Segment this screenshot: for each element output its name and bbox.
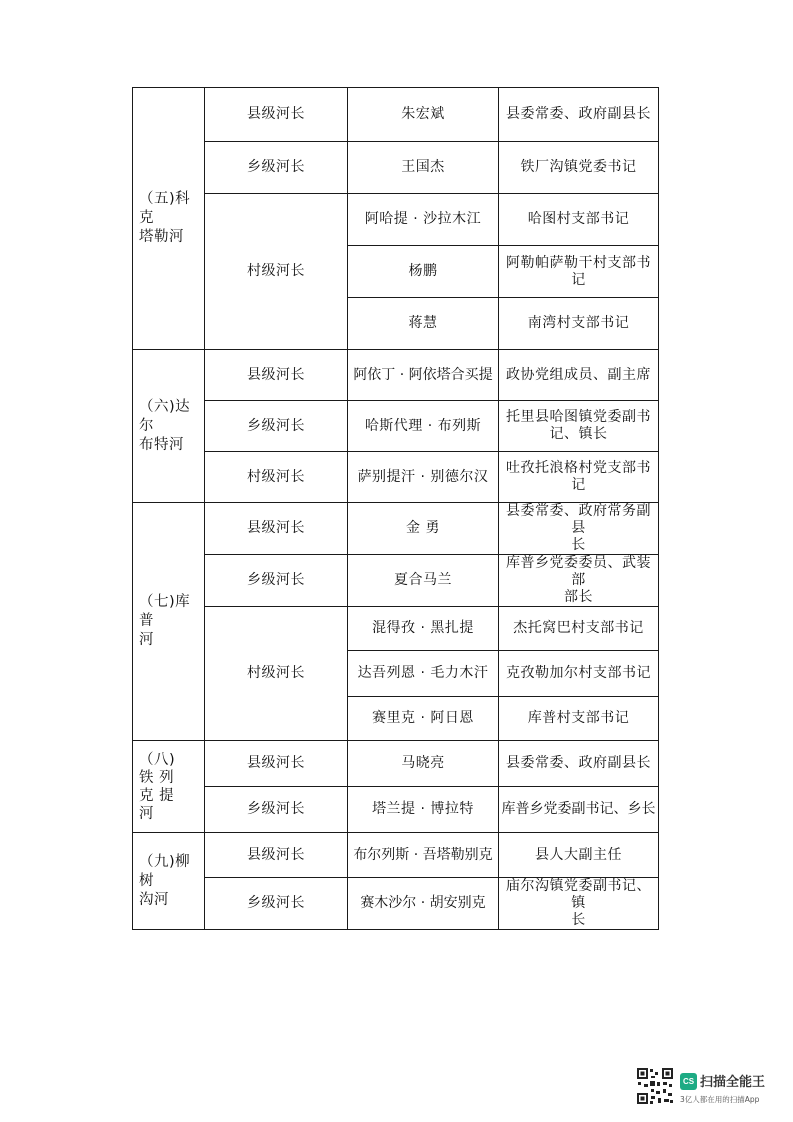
chief-level-cell: 县级河长 (205, 88, 348, 142)
table-row (133, 607, 659, 651)
chief-level-cell: 乡级河长 (205, 142, 348, 194)
chief-position-cell: 库普乡党委副书记、乡长 (499, 787, 659, 833)
table-row (133, 833, 659, 878)
table-row (133, 142, 659, 194)
chief-name-cell: 阿哈提 · 沙拉木江 (348, 194, 499, 246)
qr-code-icon (636, 1067, 674, 1105)
river-name-cell (133, 833, 205, 930)
river-name: （五)科克 塔勒河 (139, 191, 191, 245)
chief-name-cell: 金 勇 (348, 503, 499, 555)
chief-name-cell: 朱宏斌 (348, 88, 499, 142)
brand-name: 扫描全能王 (700, 1075, 766, 1090)
chief-name-cell: 杨鹏 (348, 246, 499, 298)
chief-position-cell: 库普乡党委委员、武装部 部长 (499, 555, 659, 607)
chief-position-cell: 库普村支部书记 (499, 697, 659, 741)
chief-name-cell: 王国杰 (348, 142, 499, 194)
chief-name-cell: 夏合马兰 (348, 555, 499, 607)
brand-tagline: 3亿人都在用的扫描App (680, 1095, 760, 1104)
chief-name-cell: 马晓亮 (348, 741, 499, 787)
chief-level-cell: 乡级河长 (205, 878, 348, 930)
table-row (133, 350, 659, 401)
chief-position-cell: 阿勒帕萨勒干村支部书 记 (499, 246, 659, 298)
chief-position-cell: 托里县哈图镇党委副书 记、镇长 (499, 401, 659, 452)
chief-level-cell: 县级河长 (205, 350, 348, 401)
table-row (133, 787, 659, 833)
chief-position-cell: 庙尔沟镇党委副书记、镇 长 (499, 878, 659, 930)
camscanner-logo-icon: CS (680, 1073, 697, 1090)
chief-level-cell: 县级河长 (205, 503, 348, 555)
chief-name-cell: 赛里克 · 阿日恩 (348, 697, 499, 741)
table-row (133, 503, 659, 555)
river-name-cell (133, 741, 205, 833)
river-name-cell (133, 350, 205, 503)
chief-name-cell: 塔兰提 · 博拉特 (348, 787, 499, 833)
chief-name-cell: 混得孜 · 黑扎提 (348, 607, 499, 651)
chief-level-cell: 村级河长 (205, 452, 348, 503)
chief-level-cell: 乡级河长 (205, 401, 348, 452)
chief-position-cell: 县委常委、政府常务副县 长 (499, 503, 659, 555)
chief-position-cell: 吐孜托浪格村党支部书 记 (499, 452, 659, 503)
chief-position-cell: 南湾村支部书记 (499, 298, 659, 350)
chief-name-cell: 萨别提汗 · 别德尔汉 (348, 452, 499, 503)
river-name: （九)柳树 沟河 (139, 853, 191, 908)
scanner-watermark (636, 1067, 786, 1111)
chief-name-cell: 阿依丁 · 阿依塔合买提 (348, 350, 499, 401)
table-row (133, 452, 659, 503)
table-row (133, 555, 659, 607)
river-name: （八) 铁 列 克 提 河 (139, 751, 176, 822)
river-name: （六)达尔 布特河 (139, 398, 191, 453)
river-name-cell (133, 503, 205, 741)
chief-name-cell: 达吾列恩 · 毛力木汗 (348, 651, 499, 697)
river-name-cell (133, 88, 205, 350)
river-chief-table (132, 87, 659, 930)
chief-position-cell: 铁厂沟镇党委书记 (499, 142, 659, 194)
table-row (133, 401, 659, 452)
chief-position-cell: 杰托窝巴村支部书记 (499, 607, 659, 651)
chief-position-cell: 县委常委、政府副县长 (499, 741, 659, 787)
chief-name-cell: 蒋慧 (348, 298, 499, 350)
table-row (133, 194, 659, 246)
chief-position-cell: 克孜勒加尔村支部书记 (499, 651, 659, 697)
table-row (133, 88, 659, 142)
table-row (133, 741, 659, 787)
chief-level-cell: 乡级河长 (205, 555, 348, 607)
chief-level-cell: 村级河长 (205, 607, 348, 741)
chief-position-cell: 县人大副主任 (499, 833, 659, 878)
chief-level-cell: 县级河长 (205, 741, 348, 787)
river-name: （七)库普 河 (139, 594, 191, 648)
chief-position-cell: 县委常委、政府副县长 (499, 88, 659, 142)
chief-position-cell: 政协党组成员、副主席 (499, 350, 659, 401)
chief-level-cell: 乡级河长 (205, 787, 348, 833)
chief-name-cell: 赛木沙尔 · 胡安别克 (348, 878, 499, 930)
table-row (133, 878, 659, 930)
chief-name-cell: 哈斯代理 · 布列斯 (348, 401, 499, 452)
chief-level-cell: 村级河长 (205, 194, 348, 350)
chief-level-cell: 县级河长 (205, 833, 348, 878)
chief-name-cell: 布尔列斯 · 吾塔勒别克 (348, 833, 499, 878)
chief-position-cell: 哈图村支部书记 (499, 194, 659, 246)
